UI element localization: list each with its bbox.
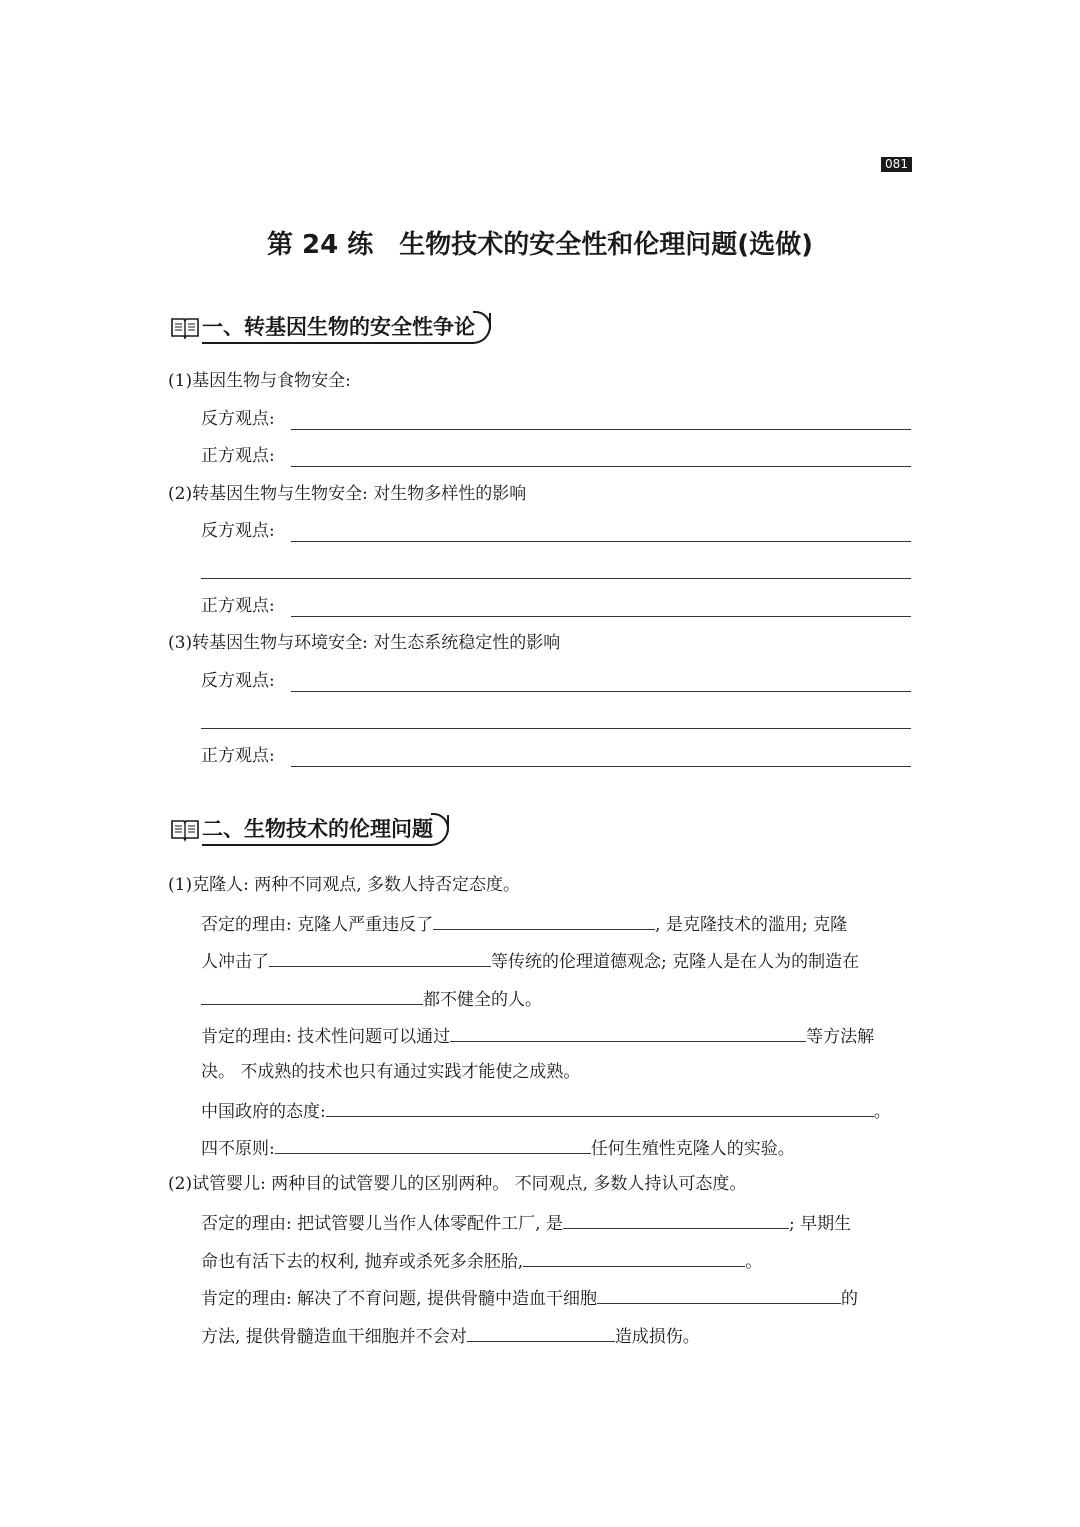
text-segment: 肯定的理由: 技术性问题可以通过 [201, 1027, 451, 1047]
pro-label: 正方观点: [201, 746, 275, 766]
text-line [201, 911, 847, 936]
section-heading-label: 二、生物技术的伦理问题 [202, 815, 449, 846]
text-segment: 肯定的理由: 解决了不育问题, 提供骨髓中造血干细胞 [201, 1289, 597, 1309]
text-segment: ; 早期生 [788, 1214, 852, 1234]
text-line [201, 948, 859, 973]
answer-line[interactable] [291, 541, 911, 542]
text-segment: 否定的理由: 把试管婴儿当作人体零配件工厂, 是 [201, 1214, 563, 1234]
section-heading-1 [170, 313, 491, 343]
text-line [201, 1248, 762, 1273]
page-number: 081 [881, 157, 912, 172]
fill-blank[interactable] [433, 911, 655, 930]
text-segment: 。 [745, 1252, 763, 1272]
text-segment: 任何生殖性克隆人的实验。 [590, 1139, 795, 1159]
answer-line[interactable] [291, 429, 911, 430]
section-heading-2 [170, 815, 449, 845]
fill-blank[interactable] [450, 1023, 806, 1042]
question-label: (3)转基因生物与环境安全: 对生态系统稳定性的影响 [168, 633, 561, 653]
fill-blank[interactable] [563, 1210, 789, 1229]
text-line [201, 1285, 858, 1310]
question-label: (2)试管婴儿: 两种目的试管婴儿的区别两种。 不同观点, 多数人持认可态度。 [168, 1174, 747, 1194]
text-line [201, 1135, 795, 1160]
text-segment: 方法, 提供骨髓造血干细胞并不会对 [201, 1327, 467, 1347]
text-segment: , 是克隆技术的滥用; 克隆 [655, 915, 848, 935]
text-segment: 等传统的伦理道德观念; 克隆人是在人为的制造在 [491, 952, 860, 972]
con-label: 反方观点: [201, 671, 275, 691]
fill-blank[interactable] [467, 1323, 615, 1342]
question-label: (2)转基因生物与生物安全: 对生物多样性的影响 [168, 484, 527, 504]
text-line [201, 1023, 874, 1048]
text-segment: 造成损伤。 [614, 1327, 700, 1347]
book-icon [170, 316, 200, 340]
text-line: 决。 不成熟的技术也只有通过实践才能使之成熟。 [201, 1062, 581, 1082]
answer-line[interactable] [291, 691, 911, 692]
text-segment: 都不健全的人。 [423, 990, 542, 1010]
text-line [201, 1098, 891, 1123]
page-title: 第 24 练 生物技术的安全性和伦理问题(选做) [266, 230, 814, 260]
con-label: 反方观点: [201, 409, 275, 429]
text-line [201, 986, 542, 1011]
text-segment: 四不原则: [201, 1139, 275, 1159]
con-label: 反方观点: [201, 521, 275, 541]
section-heading-label: 一、转基因生物的安全性争论 [202, 313, 491, 344]
text-segment: 人冲击了 [201, 952, 269, 972]
text-segment: 。 [873, 1102, 891, 1122]
pro-label: 正方观点: [201, 446, 275, 466]
answer-line[interactable] [291, 616, 911, 617]
fill-blank[interactable] [201, 986, 423, 1005]
answer-line[interactable] [201, 578, 911, 579]
text-segment: 等方法解 [806, 1027, 875, 1047]
answer-line[interactable] [201, 728, 911, 729]
fill-blank[interactable] [326, 1098, 874, 1117]
text-line [201, 1210, 851, 1235]
book-icon [170, 818, 200, 842]
text-segment: 的 [840, 1289, 858, 1309]
text-segment: 中国政府的态度: [201, 1102, 326, 1122]
fill-blank[interactable] [275, 1135, 591, 1154]
text-line [201, 1323, 700, 1348]
fill-blank[interactable] [523, 1248, 745, 1267]
question-label: (1)克隆人: 两种不同观点, 多数人持否定态度。 [168, 875, 521, 895]
answer-line[interactable] [291, 466, 911, 467]
fill-blank[interactable] [269, 948, 491, 967]
answer-line[interactable] [291, 766, 911, 767]
question-label: (1)基因生物与食物安全: [168, 371, 351, 391]
pro-label: 正方观点: [201, 596, 275, 616]
fill-blank[interactable] [597, 1285, 841, 1304]
text-segment: 否定的理由: 克隆人严重违反了 [201, 915, 434, 935]
text-segment: 命也有活下去的权利, 抛弃或杀死多余胚胎, [201, 1252, 524, 1272]
